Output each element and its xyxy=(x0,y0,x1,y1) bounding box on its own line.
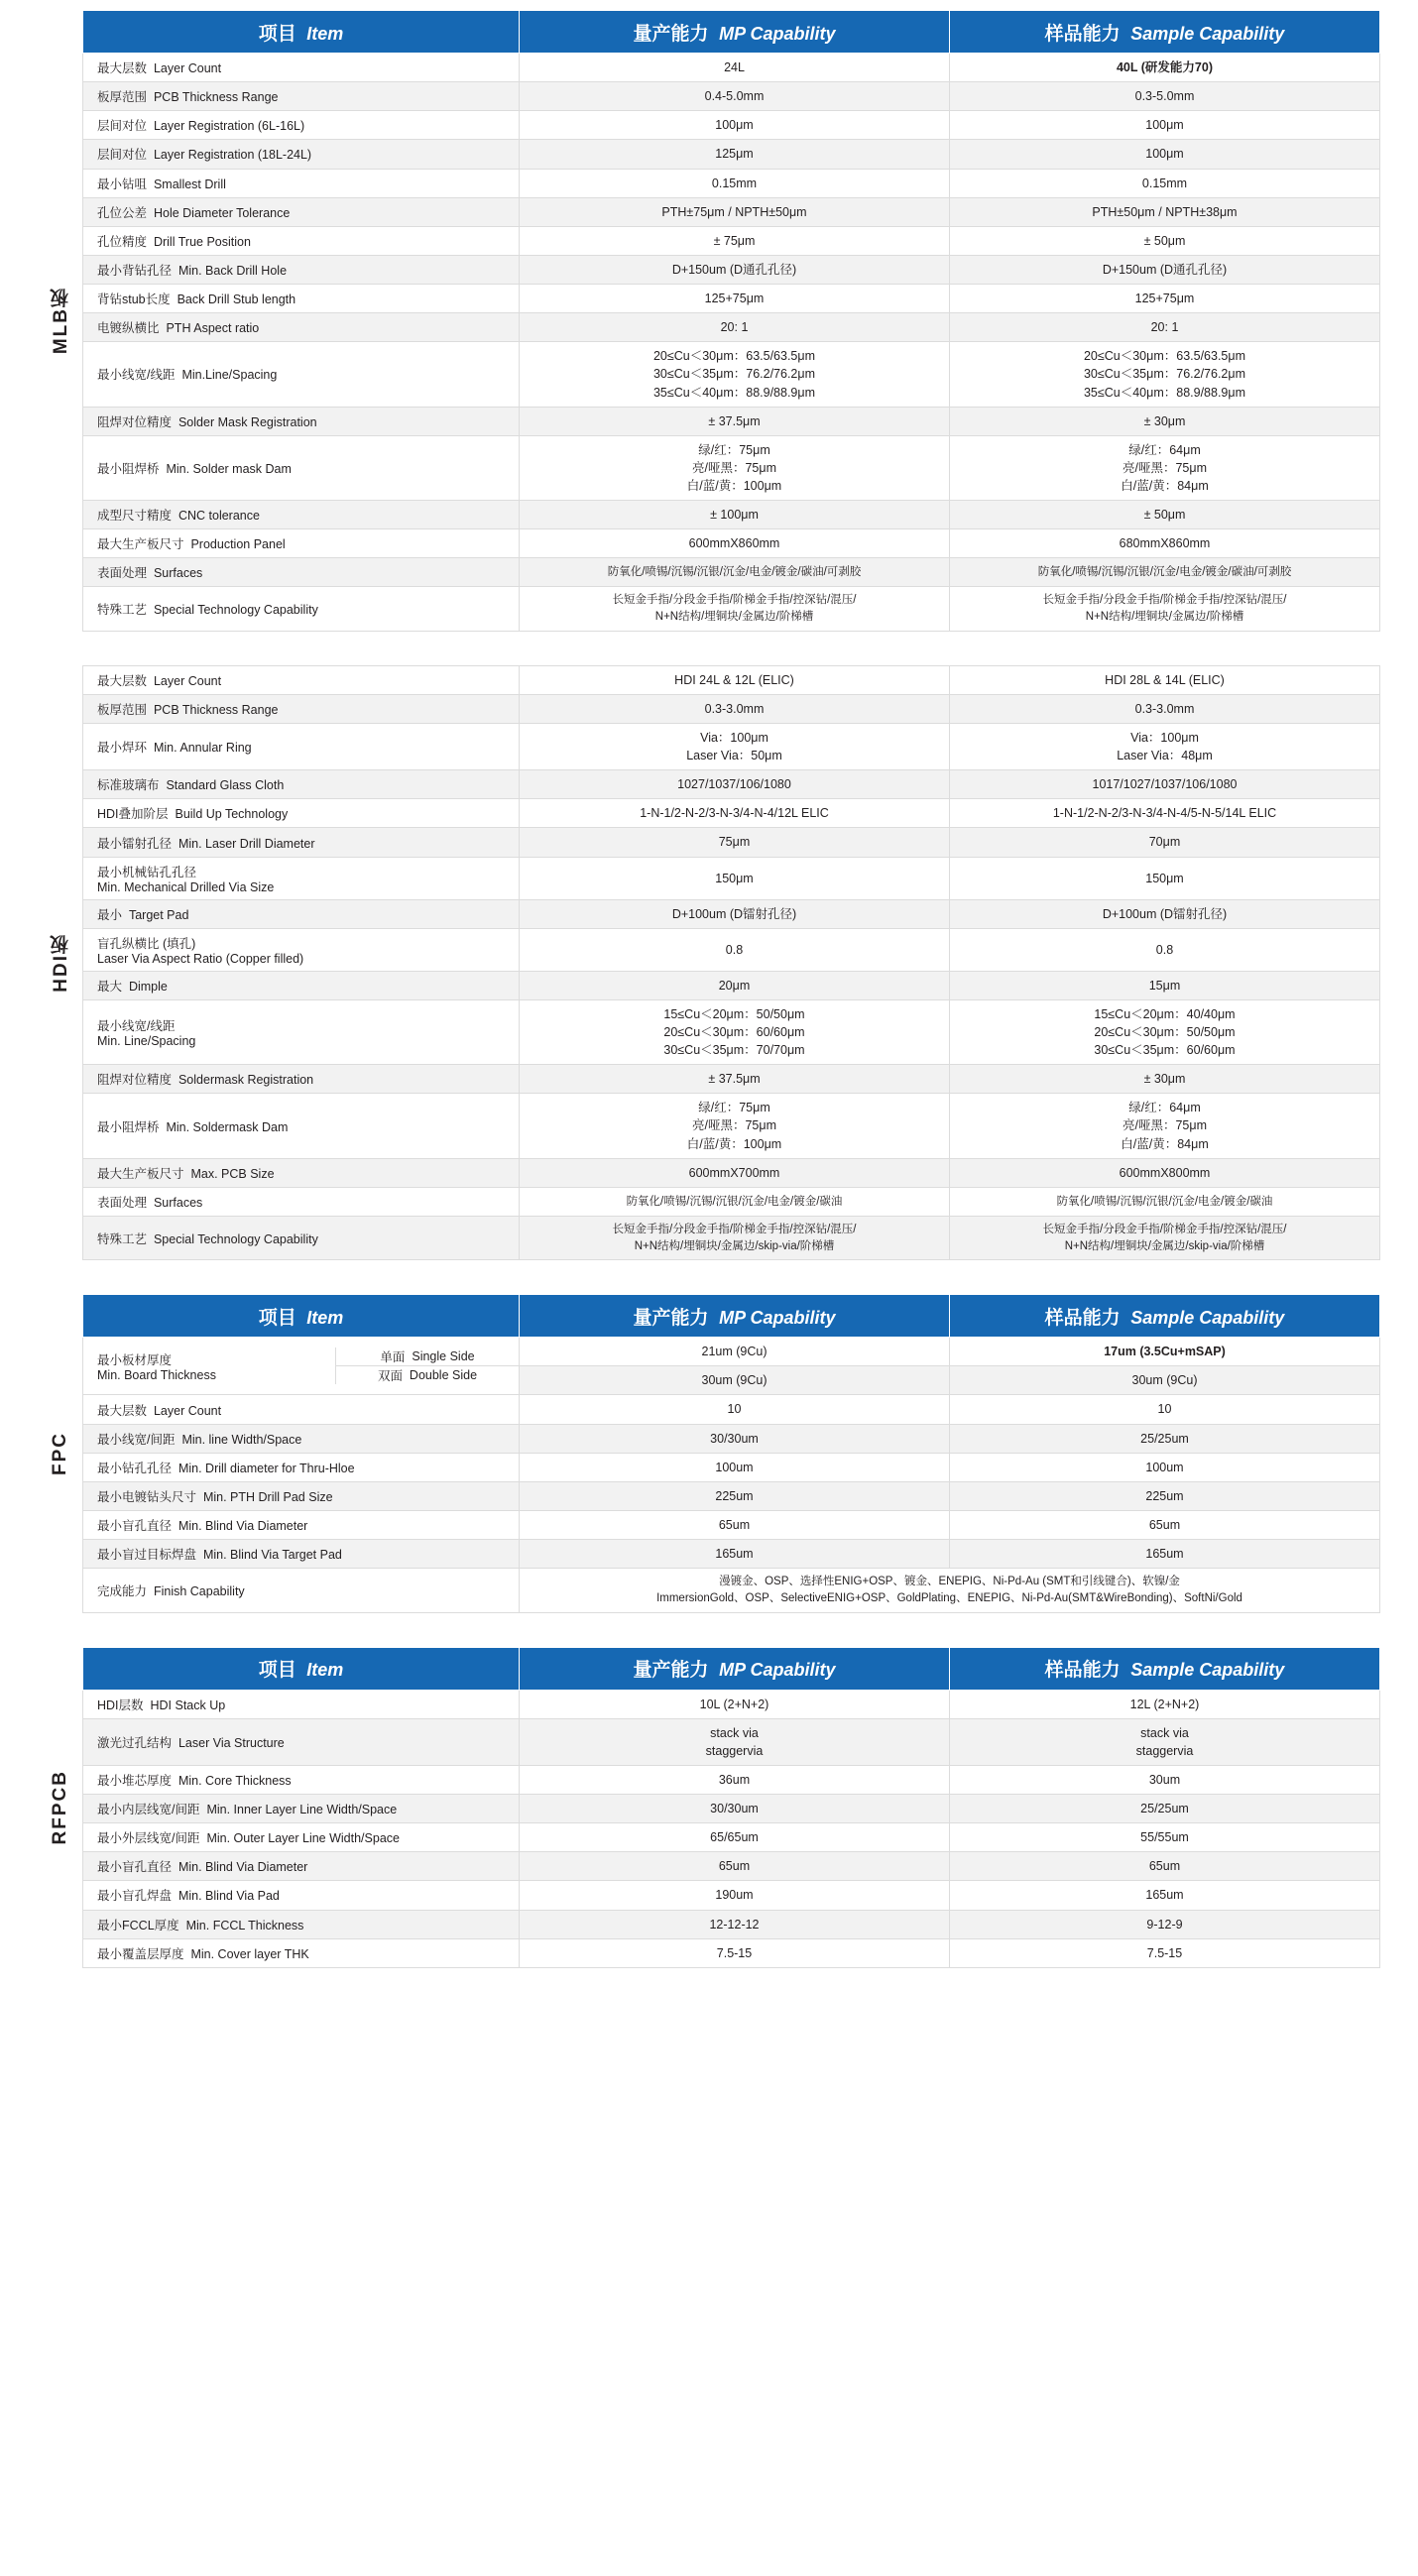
row-value-sample: 1017/1027/1037/106/1080 xyxy=(950,770,1380,799)
row-value-mp: 65/65um xyxy=(520,1823,950,1852)
table-row xyxy=(83,1823,1380,1852)
row-item-label: 最小镭射孔径 Min. Laser Drill Diameter xyxy=(83,828,520,857)
header-item: 项目 Item xyxy=(83,1647,520,1690)
row-value-sample: HDI 28L & 14L (ELIC) xyxy=(950,665,1380,694)
table-row xyxy=(83,899,1380,928)
row-item-label: 最大层数 Layer Count xyxy=(83,1395,520,1424)
row-value-sample: 25/25um xyxy=(950,1795,1380,1823)
table-row xyxy=(83,665,1380,694)
row-value-sample: 长短金手指/分段金手指/阶梯金手指/控深钻/混压/ N+N结构/埋铜块/金属边/阶梯槽 xyxy=(950,587,1380,631)
header-item: 项目 Item xyxy=(83,1295,520,1338)
table-row xyxy=(83,971,1380,999)
row-item-label: 层间对位 Layer Registration (18L-24L) xyxy=(83,140,520,169)
row-item-label: 盲孔纵横比 (填孔) Laser Via Aspect Ratio (Copper filled) xyxy=(83,928,520,971)
row-value-mp: 30/30um xyxy=(520,1795,950,1823)
row-item-label: 板厚范围 PCB Thickness Range xyxy=(83,694,520,723)
row-item-label: 最小背钻孔径 Min. Back Drill Hole xyxy=(83,255,520,284)
header-mp: 量产能力 MP Capability xyxy=(520,1295,950,1338)
row-item-label: 最小钻咀 Smallest Drill xyxy=(83,169,520,197)
table-row xyxy=(83,1510,1380,1539)
row-value-mp: 12-12-12 xyxy=(520,1910,950,1938)
header-sample: 样品能力 Sample Capability xyxy=(950,11,1380,54)
header-sample: 样品能力 Sample Capability xyxy=(950,1295,1380,1338)
row-value-mp: 125+75μm xyxy=(520,285,950,313)
block-side-label-hdi: HDI板 xyxy=(50,933,71,993)
table-row xyxy=(83,1569,1380,1612)
row-value-sample: 150μm xyxy=(950,857,1380,899)
row-value-mp: 20≤Cu＜30μm：63.5/63.5μm 30≤Cu＜35μm：76.2/76.2μm 35≤Cu＜40μm：88.9/88.9μm xyxy=(520,342,950,407)
table-body-hdi xyxy=(83,665,1380,1259)
row-value-mp: ± 100μm xyxy=(520,501,950,529)
row-value-mp: 1027/1037/106/1080 xyxy=(520,770,950,799)
row-item-label: 最小FCCL厚度 Min. FCCL Thickness xyxy=(83,1910,520,1938)
row-value-mp: 绿/红：75μm 亮/哑黑：75μm 白/蓝/黄：100μm xyxy=(520,1094,950,1158)
capability-block-rfpcb xyxy=(39,1647,1379,1968)
row-value-mp: ± 37.5μm xyxy=(520,1065,950,1094)
row-value-mp: 防氧化/喷锡/沉锡/沉银/沉金/电金/镀金/碳油 xyxy=(520,1187,950,1216)
row-value-mp: ± 37.5μm xyxy=(520,407,950,435)
table-row xyxy=(83,1453,1380,1481)
row-item-label: 最小电镀钻头尺寸 Min. PTH Drill Pad Size xyxy=(83,1481,520,1510)
header-mp: 量产能力 MP Capability xyxy=(520,11,950,54)
table-header-row xyxy=(83,1295,1380,1338)
row-item-label: HDI叠加阶层 Build Up Technology xyxy=(83,799,520,828)
capability-table-fpc xyxy=(82,1294,1380,1612)
table-body-mlb xyxy=(83,54,1380,632)
row-value-mp: 21um (9Cu) xyxy=(520,1338,950,1366)
table-row xyxy=(83,1094,1380,1158)
table-row xyxy=(83,1187,1380,1216)
table-row xyxy=(83,197,1380,226)
row-value-sample: 55/55um xyxy=(950,1823,1380,1852)
row-value-sample: 680mmX860mm xyxy=(950,529,1380,558)
row-item-label: 层间对位 Layer Registration (6L-16L) xyxy=(83,111,520,140)
table-row xyxy=(83,285,1380,313)
table-row xyxy=(83,1765,1380,1794)
row-value-mp: 150μm xyxy=(520,857,950,899)
row-item-label: 完成能力 Finish Capability xyxy=(83,1569,520,1612)
row-value-mp: 10L (2+N+2) xyxy=(520,1690,950,1718)
capability-table-rfpcb xyxy=(82,1647,1380,1968)
row-value-mp: 绿/红：75μm 亮/哑黑：75μm 白/蓝/黄：100μm xyxy=(520,435,950,500)
row-value-mp: 600mmX860mm xyxy=(520,529,950,558)
row-item-label: 板厚范围 PCB Thickness Range xyxy=(83,82,520,111)
row-value-sample: 12L (2+N+2) xyxy=(950,1690,1380,1718)
table-header-row xyxy=(83,1647,1380,1690)
row-value-mp: HDI 24L & 12L (ELIC) xyxy=(520,665,950,694)
row-value-sample: Via：100μm Laser Via：48μm xyxy=(950,723,1380,769)
row-value-mp: D+100um (D镭射孔径) xyxy=(520,899,950,928)
row-value-mp: 防氧化/喷锡/沉锡/沉银/沉金/电金/镀金/碳油/可剥胶 xyxy=(520,558,950,587)
row-item-label: 最大 Dimple xyxy=(83,971,520,999)
row-value-sample: 17um (3.5Cu+mSAP) xyxy=(950,1338,1380,1366)
row-item-label: 最小阻焊桥 Min. Soldermask Dam xyxy=(83,1094,520,1158)
row-item-label: 表面处理 Surfaces xyxy=(83,558,520,587)
row-item-label: 最小堆芯厚度 Min. Core Thickness xyxy=(83,1765,520,1794)
table-row xyxy=(83,1158,1380,1187)
row-item-label: 孔位公差 Hole Diameter Tolerance xyxy=(83,197,520,226)
row-value-sample: 30um (9Cu) xyxy=(950,1366,1380,1395)
row-value-mp: 20: 1 xyxy=(520,313,950,342)
row-item-label: 最小盲孔直径 Min. Blind Via Diameter xyxy=(83,1852,520,1881)
table-row xyxy=(83,169,1380,197)
table-body-fpc xyxy=(83,1338,1380,1612)
row-value-mp: 165um xyxy=(520,1540,950,1569)
row-value-mp: D+150um (D通孔孔径) xyxy=(520,255,950,284)
row-item-label: 最小 Target Pad xyxy=(83,899,520,928)
table-row xyxy=(83,1424,1380,1453)
capability-block-hdi xyxy=(39,665,1379,1260)
capability-block-mlb xyxy=(39,10,1379,632)
table-row xyxy=(83,529,1380,558)
row-value-mp: ± 75μm xyxy=(520,226,950,255)
row-value-sample: 7.5-15 xyxy=(950,1938,1380,1967)
table-row xyxy=(83,999,1380,1064)
row-value-mp: 30/30um xyxy=(520,1424,950,1453)
table-row xyxy=(83,111,1380,140)
capability-table-mlb xyxy=(82,10,1380,632)
row-value-mp: 100μm xyxy=(520,111,950,140)
table-body-rfpcb xyxy=(83,1690,1380,1967)
row-value-sample: 100μm xyxy=(950,140,1380,169)
row-item-label: 最小外层线宽/间距 Min. Outer Layer Line Width/Space xyxy=(83,1823,520,1852)
row-value-sample: 100um xyxy=(950,1453,1380,1481)
row-item-label: 最大层数 Layer Count xyxy=(83,54,520,82)
row-value-mp: 190um xyxy=(520,1881,950,1910)
table-row xyxy=(83,342,1380,407)
row-value-mp: 75μm xyxy=(520,828,950,857)
row-value-sample: 15≤Cu＜20μm：40/40μm 20≤Cu＜30μm：50/50μm 30≤Cu＜35μm：60/60μm xyxy=(950,999,1380,1064)
row-value-mp: 长短金手指/分段金手指/阶梯金手指/控深钻/混压/ N+N结构/埋铜块/金属边/skip-via/阶梯槽 xyxy=(520,1216,950,1259)
row-value-sample: 0.15mm xyxy=(950,169,1380,197)
row-value-mp: 0.3-3.0mm xyxy=(520,694,950,723)
row-value-sample: 绿/红：64μm 亮/哑黑：75μm 白/蓝/黄：84μm xyxy=(950,1094,1380,1158)
row-value-sample: 防氧化/喷锡/沉锡/沉银/沉金/电金/镀金/碳油 xyxy=(950,1187,1380,1216)
table-row xyxy=(83,1338,1380,1366)
row-value-sample: 0.8 xyxy=(950,928,1380,971)
table-row xyxy=(83,1938,1380,1967)
row-value-sample: 600mmX800mm xyxy=(950,1158,1380,1187)
table-row xyxy=(83,828,1380,857)
row-value-sample: 100μm xyxy=(950,111,1380,140)
row-value-mp: 15≤Cu＜20μm：50/50μm 20≤Cu＜30μm：60/60μm 30≤Cu＜35μm：70/70μm xyxy=(520,999,950,1064)
table-row xyxy=(83,1852,1380,1881)
table-row xyxy=(83,1216,1380,1259)
table-row xyxy=(83,1795,1380,1823)
row-value-sample: 0.3-3.0mm xyxy=(950,694,1380,723)
table-row xyxy=(83,1881,1380,1910)
row-value-mp: 100um xyxy=(520,1453,950,1481)
row-value-mp: 20μm xyxy=(520,971,950,999)
row-value-mp: 600mmX700mm xyxy=(520,1158,950,1187)
table-row xyxy=(83,799,1380,828)
row-item-label: 背钻stub长度 Back Drill Stub length xyxy=(83,285,520,313)
row-value-mp: 0.8 xyxy=(520,928,950,971)
row-item-label: 最小盲过目标焊盘 Min. Blind Via Target Pad xyxy=(83,1540,520,1569)
row-item-label: 最小机械钻孔孔径 Min. Mechanical Drilled Via Size xyxy=(83,857,520,899)
row-value-sample: D+150um (D通孔孔径) xyxy=(950,255,1380,284)
capability-table-hdi xyxy=(82,665,1380,1260)
table-row xyxy=(83,587,1380,631)
table-row xyxy=(83,1395,1380,1424)
row-value-sample: 125+75μm xyxy=(950,285,1380,313)
row-item-label: 特殊工艺 Special Technology Capability xyxy=(83,587,520,631)
row-item-label: 最小线宽/线距 Min. Line/Spacing xyxy=(83,999,520,1064)
row-value-sample: 165um xyxy=(950,1881,1380,1910)
row-item-label: HDI层数 HDI Stack Up xyxy=(83,1690,520,1718)
row-item-label: 最小阻焊桥 Min. Solder mask Dam xyxy=(83,435,520,500)
row-value-sample: 40L (研发能力70) xyxy=(950,54,1380,82)
row-item-label: 孔位精度 Drill True Position xyxy=(83,226,520,255)
row-value-sample: 9-12-9 xyxy=(950,1910,1380,1938)
table-row xyxy=(83,1065,1380,1094)
table-row xyxy=(83,1540,1380,1569)
row-value-mp: 0.15mm xyxy=(520,169,950,197)
row-value-sample: 绿/红：64μm 亮/哑黑：75μm 白/蓝/黄：84μm xyxy=(950,435,1380,500)
header-item: 项目 Item xyxy=(83,11,520,54)
row-value-mp: stack via staggervia xyxy=(520,1718,950,1765)
table-row xyxy=(83,1690,1380,1718)
row-item-label: 最小线宽/线距 Min.Line/Spacing xyxy=(83,342,520,407)
header-sample: 样品能力 Sample Capability xyxy=(950,1647,1380,1690)
header-mp: 量产能力 MP Capability xyxy=(520,1647,950,1690)
table-row xyxy=(83,226,1380,255)
table-row xyxy=(83,54,1380,82)
row-item-label: 最大层数 Layer Count xyxy=(83,665,520,694)
row-value-mp: PTH±75μm / NPTH±50μm xyxy=(520,197,950,226)
row-value-sample: 1-N-1/2-N-2/3-N-3/4-N-4/5-N-5/14L ELIC xyxy=(950,799,1380,828)
table-row xyxy=(83,694,1380,723)
table-row xyxy=(83,435,1380,500)
table-row xyxy=(83,82,1380,111)
row-value-mp: 65um xyxy=(520,1852,950,1881)
row-value-sample: PTH±50μm / NPTH±38μm xyxy=(950,197,1380,226)
row-value-mp: 36um xyxy=(520,1765,950,1794)
row-value-mp: 7.5-15 xyxy=(520,1938,950,1967)
row-value-sample: ± 30μm xyxy=(950,407,1380,435)
row-value-sample: 70μm xyxy=(950,828,1380,857)
row-item-label: 最小焊环 Min. Annular Ring xyxy=(83,723,520,769)
row-item-label: 成型尺寸精度 CNC tolerance xyxy=(83,501,520,529)
block-side-label-fpc: FPC xyxy=(50,1431,70,1475)
row-item-label: 最小线宽/间距 Min. line Width/Space xyxy=(83,1424,520,1453)
row-value-sample: 10 xyxy=(950,1395,1380,1424)
row-value-mp: 24L xyxy=(520,54,950,82)
row-item-label: 阻焊对位精度 Solder Mask Registration xyxy=(83,407,520,435)
table-row xyxy=(83,928,1380,971)
row-item-label: 特殊工艺 Special Technology Capability xyxy=(83,1216,520,1259)
row-value-sample: ± 30μm xyxy=(950,1065,1380,1094)
row-item-label: 最小盲孔焊盘 Min. Blind Via Pad xyxy=(83,1881,520,1910)
row-value-sample: 25/25um xyxy=(950,1424,1380,1453)
sub-row-label: 双面 Double Side xyxy=(335,1366,519,1384)
sub-row-label: 单面 Single Side xyxy=(335,1347,519,1366)
row-value-mp: 65um xyxy=(520,1510,950,1539)
table-row xyxy=(83,770,1380,799)
row-value-mp: 10 xyxy=(520,1395,950,1424)
row-value-sample: D+100um (D镭射孔径) xyxy=(950,899,1380,928)
table-row xyxy=(83,857,1380,899)
row-value-mp: 125μm xyxy=(520,140,950,169)
row-item-label: 最大生产板尺寸 Max. PCB Size xyxy=(83,1158,520,1187)
row-value-mp: 30um (9Cu) xyxy=(520,1366,950,1395)
row-value-sample: ± 50μm xyxy=(950,226,1380,255)
row-value-sample: 65um xyxy=(950,1852,1380,1881)
row-item-label: 最大生产板尺寸 Production Panel xyxy=(83,529,520,558)
table-row xyxy=(83,255,1380,284)
row-value-sample: 15μm xyxy=(950,971,1380,999)
table-row xyxy=(83,407,1380,435)
row-value-mp: 1-N-1/2-N-2/3-N-3/4-N-4/12L ELIC xyxy=(520,799,950,828)
row-item-label: 标准玻璃布 Standard Glass Cloth xyxy=(83,770,520,799)
row-item-label: 阻焊对位精度 Soldermask Registration xyxy=(83,1065,520,1094)
table-row xyxy=(83,313,1380,342)
row-value-sample: 65um xyxy=(950,1510,1380,1539)
row-value-sample: 20: 1 xyxy=(950,313,1380,342)
row-item-label: 最小覆盖层厚度 Min. Cover layer THK xyxy=(83,1938,520,1967)
row-value-sample: 防氧化/喷锡/沉锡/沉银/沉金/电金/镀金/碳油/可剥胶 xyxy=(950,558,1380,587)
row-item-label: 最小钻孔孔径 Min. Drill diameter for Thru-Hloe xyxy=(83,1453,520,1481)
row-value-mp: 225um xyxy=(520,1481,950,1510)
row-value-sample: 0.3-5.0mm xyxy=(950,82,1380,111)
row-item-label: 最小内层线宽/间距 Min. Inner Layer Line Width/Space xyxy=(83,1795,520,1823)
row-item-label: 激光过孔结构 Laser Via Structure xyxy=(83,1718,520,1765)
row-item-label: 电镀纵横比 PTH Aspect ratio xyxy=(83,313,520,342)
table-row xyxy=(83,723,1380,769)
table-row xyxy=(83,501,1380,529)
table-row xyxy=(83,1910,1380,1938)
row-value-sample: 30um xyxy=(950,1765,1380,1794)
row-item-label: 最小板材厚度 Min. Board Thickness 单面 Single Side 双面 Double Side xyxy=(83,1338,520,1395)
table-row xyxy=(83,1718,1380,1765)
table-header-row xyxy=(83,11,1380,54)
row-value-mp: Via：100μm Laser Via：50μm xyxy=(520,723,950,769)
row-value-sample: ± 50μm xyxy=(950,501,1380,529)
row-value-sample: 20≤Cu＜30μm：63.5/63.5μm 30≤Cu＜35μm：76.2/76.2μm 35≤Cu＜40μm：88.9/88.9μm xyxy=(950,342,1380,407)
row-value-sample: stack via staggervia xyxy=(950,1718,1380,1765)
table-row xyxy=(83,140,1380,169)
capability-block-fpc xyxy=(39,1294,1379,1612)
row-value-sample: 长短金手指/分段金手指/阶梯金手指/控深钻/混压/ N+N结构/埋铜块/金属边/skip-via/阶梯槽 xyxy=(950,1216,1380,1259)
row-value-span: 漫镀金、OSP、选择性ENIG+OSP、镀金、ENEPIG、Ni-Pd-Au (SMT和引线键合)、软镍/金 ImmersionGold、OSP、SelectiveENIG+OSP、GoldPlating、ENEPIG、Ni-Pd-Au(SMT&WireBonding)、SoftNi/Gold xyxy=(520,1569,1380,1612)
row-value-mp: 长短金手指/分段金手指/阶梯金手指/控深钻/混压/ N+N结构/埋铜块/金属边/阶梯槽 xyxy=(520,587,950,631)
block-side-label-rfpcb: RFPCB xyxy=(50,1769,70,1845)
block-side-label-mlb: MLB板 xyxy=(50,287,71,355)
table-row xyxy=(83,558,1380,587)
row-value-sample: 165um xyxy=(950,1540,1380,1569)
row-item-label: 表面处理 Surfaces xyxy=(83,1187,520,1216)
row-item-label: 最小盲孔直径 Min. Blind Via Diameter xyxy=(83,1510,520,1539)
row-value-sample: 225um xyxy=(950,1481,1380,1510)
table-row xyxy=(83,1481,1380,1510)
row-value-mp: 0.4-5.0mm xyxy=(520,82,950,111)
